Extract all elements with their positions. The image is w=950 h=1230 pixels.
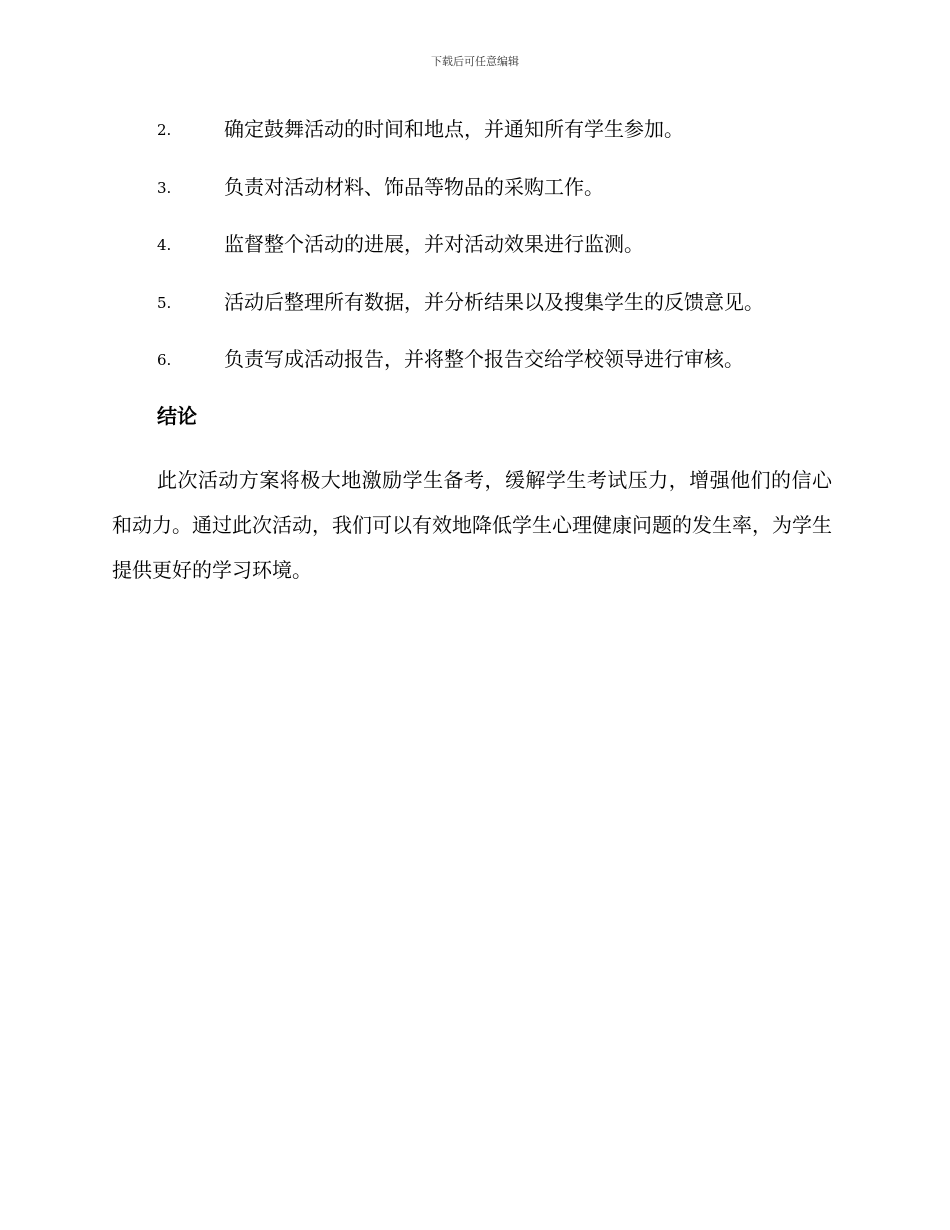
list-item	[0, 114, 950, 172]
list-item-number: 5.	[157, 293, 172, 312]
list-item-number: 2.	[157, 121, 172, 139]
list-item-text: 确定鼓舞活动的时间和地点，并通知所有学生参加。	[224, 117, 684, 141]
list-item-number: 4.	[157, 236, 172, 254]
list-item-text: 负责写成活动报告，并将整个报告交给学校领导进行审核。	[224, 347, 744, 371]
list-item	[0, 287, 950, 345]
conclusion-heading: 结论	[157, 404, 197, 428]
page-header: 下载后可任意编辑	[431, 55, 519, 68]
list-item	[0, 344, 950, 402]
list-item-number: 3.	[157, 178, 172, 197]
list-item	[0, 172, 950, 230]
list-item-text: 监督整个活动的进展，并对活动效果进行监测。	[224, 232, 644, 256]
conclusion-paragraph: 此次活动方案将极大地激励学生备考，缓解学生考试压力，增强他们的信心和动力。通过此次活动，我们可以有效地降低学生心理健康问题的发生率，为学生提供更好的学习环境。	[112, 468, 832, 582]
list-item	[0, 229, 950, 287]
list-item-text: 活动后整理所有数据，并分析结果以及搜集学生的反馈意见。	[224, 289, 764, 314]
numbered-list	[0, 114, 950, 402]
list-item-text: 负责对活动材料、饰品等物品的采购工作。	[224, 174, 604, 199]
list-item-number: 6.	[157, 351, 172, 369]
